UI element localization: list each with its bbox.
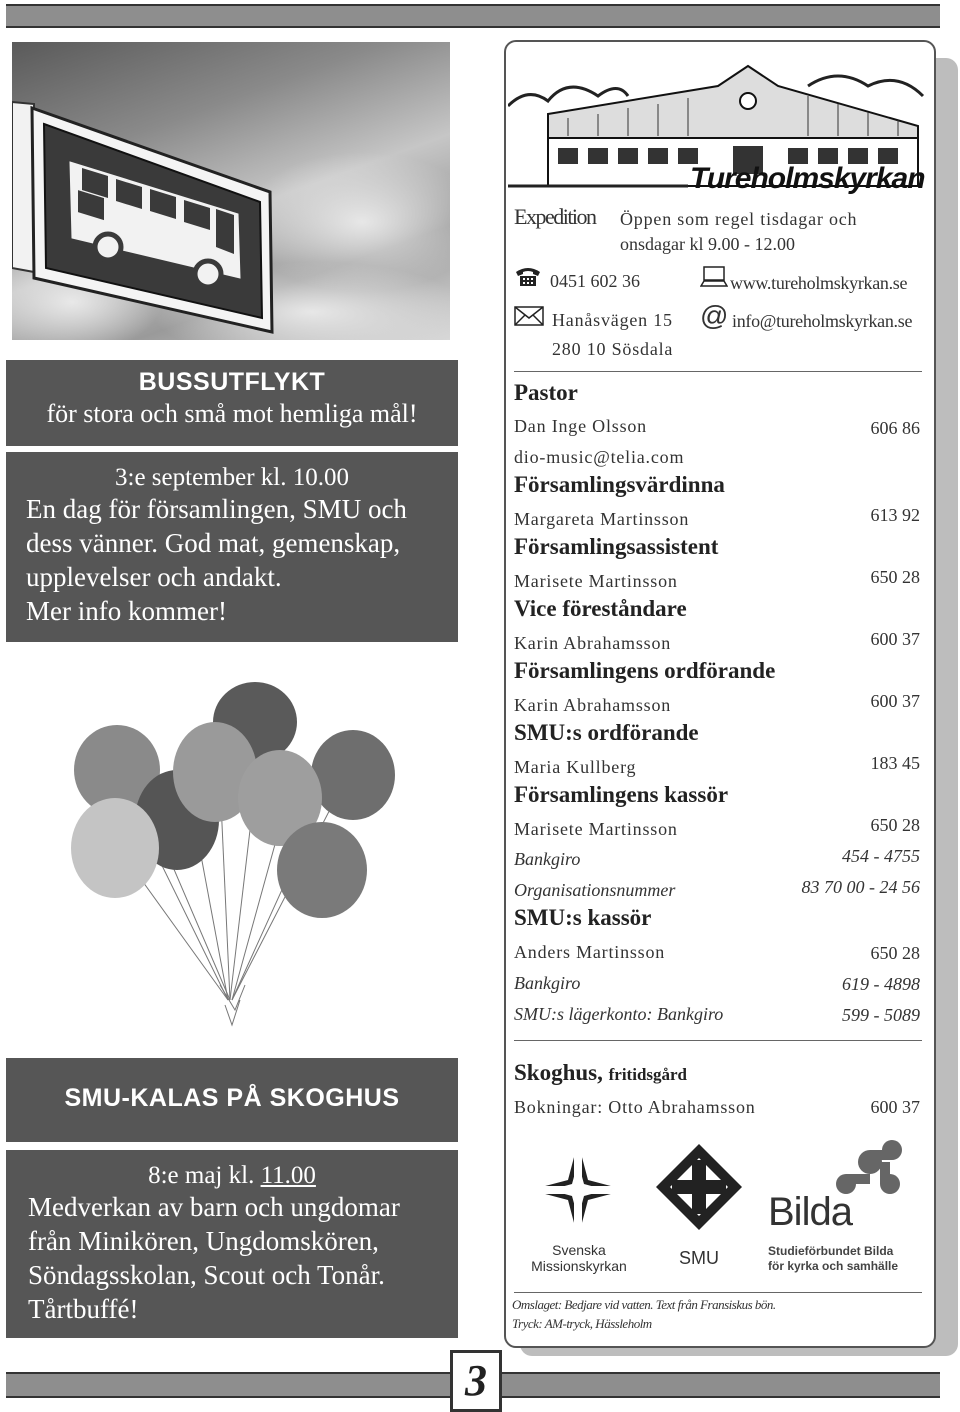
bilda-tagline — [768, 1244, 898, 1274]
bilda-tagline-line: Studieförbundet Bilda — [768, 1244, 894, 1258]
person-phone: 600 37 — [870, 691, 920, 711]
smu-party-header-box — [6, 1058, 458, 1142]
person-phone: 606 86 — [870, 418, 920, 438]
bilda-wordmark: Bilda — [768, 1190, 852, 1234]
at-icon: @ — [700, 300, 729, 331]
bankgiro-label: Bankgiro — [514, 849, 581, 869]
person-phone: 650 28 — [870, 567, 920, 587]
role-title: Församlingens kassör — [514, 782, 729, 807]
cover-credit: Omslaget: Bedjare vid vatten. Text från Fransiskus bön. — [512, 1297, 776, 1312]
smu-party-date — [6, 1150, 458, 1190]
skoghus-title — [514, 1060, 687, 1086]
person-phone: 183 45 — [870, 753, 920, 773]
expedition-label: Expedition — [514, 204, 596, 229]
smu-camp-label: SMU:s lägerkonto: Bankgiro — [514, 1004, 724, 1024]
person-phone: 650 28 — [870, 943, 920, 963]
church-name-logo: Tureholmskyrkan — [690, 162, 925, 195]
smu-party-date-prefix: 8:e maj kl. — [148, 1162, 261, 1189]
bus-trip-line: upplevelser och andakt. — [26, 562, 282, 592]
bus-trip-heading: BUSSUTFLYKT — [138, 368, 326, 396]
smu-label: SMU — [679, 1248, 719, 1268]
expedition-hours: onsdagar kl 9.00 - 12.00 — [620, 234, 795, 254]
svenska-missionskyrkan-logo-icon — [530, 1142, 626, 1238]
skoghus-subtitle: fritidsgård — [608, 1065, 688, 1084]
divider — [514, 1040, 922, 1041]
smu-party-line: Söndagsskolan, Scout och Tonår. — [28, 1260, 385, 1290]
svenska-missionskyrkan-label: Svenska Missionskyrkan — [531, 1242, 627, 1274]
bus-trip-info-box — [6, 452, 458, 642]
smu-party-line: från Minikören, Ungdomskören, — [28, 1226, 379, 1256]
bankgiro-number: 454 - 4755 — [842, 846, 920, 866]
person-name: Anders Martinsson — [514, 942, 666, 962]
smu-logo-icon — [654, 1142, 744, 1242]
org-number: 83 70 00 - 24 56 — [801, 877, 920, 897]
person-phone: 650 28 — [870, 815, 920, 835]
person-phone: 613 92 — [870, 505, 920, 525]
role-title: Vice föreståndare — [514, 596, 687, 621]
postal-address: 280 10 Sösdala — [552, 339, 674, 359]
street-address: Hanåsvägen 15 — [552, 310, 673, 330]
role-title: SMU:s kassör — [514, 905, 652, 930]
envelope-icon — [514, 306, 544, 326]
person-name: Marisete Martinsson — [514, 571, 678, 591]
booking-phone: 600 37 — [870, 1097, 920, 1117]
person-name: Marisete Martinsson — [514, 819, 678, 839]
top-rule-bar — [6, 4, 940, 28]
smu-party-heading: SMU-KALAS PÅ SKOGHUS — [64, 1084, 400, 1112]
bus-trip-line: dess vänner. God mat, gemenskap, — [26, 528, 401, 558]
smu-bankgiro-number: 619 - 4898 — [842, 974, 920, 994]
booking-label: Bokningar: Otto Abrahamsson — [514, 1097, 756, 1117]
bus-trip-date: 3:e september kl. 10.00 — [115, 464, 349, 491]
person-name: Karin Abrahamsson — [514, 695, 672, 715]
person-name: Karin Abrahamsson — [514, 633, 672, 653]
bus-trip-line: En dag för församlingen, SMU och — [26, 494, 407, 524]
smu-bankgiro-label: Bankgiro — [514, 973, 581, 993]
role-title: Församlingsassistent — [514, 534, 719, 559]
phone-number: 0451 602 36 — [550, 271, 640, 291]
bus-sign-photo — [12, 42, 450, 340]
role-title: Församlingsvärdinna — [514, 472, 725, 497]
skoghus-name: Skoghus, — [514, 1060, 603, 1085]
pastor-email[interactable]: dio-music@telia.com — [514, 447, 685, 467]
computer-icon — [700, 266, 728, 288]
smu-party-info-box — [6, 1150, 458, 1338]
divider — [514, 1292, 922, 1293]
expedition-hours: Öppen som regel tisdagar och — [620, 209, 858, 229]
smu-party-line: Medverkan av barn och ungdomar — [28, 1192, 400, 1222]
phone-icon — [514, 266, 542, 288]
bus-trip-subheading: för stora och små mot hemliga mål! — [46, 399, 418, 428]
role-title: Pastor — [514, 380, 578, 405]
email-address[interactable]: info@tureholmskyrkan.se — [732, 311, 913, 331]
page-number: 3 — [450, 1350, 502, 1412]
print-credit: Tryck: AM-tryck, Hässleholm — [512, 1316, 652, 1331]
balloons-illustration — [60, 680, 405, 1030]
person-name: Maria Kullberg — [514, 757, 637, 777]
role-title: SMU:s ordförande — [514, 720, 699, 745]
bus-trip-line: Mer info kommer! — [26, 596, 227, 626]
divider — [514, 371, 922, 372]
person-phone: 600 37 — [870, 629, 920, 649]
website[interactable]: www.tureholmskyrkan.se — [730, 273, 908, 293]
smu-party-line: Tårtbuffé! — [28, 1294, 139, 1324]
bus-trip-header-box — [6, 360, 458, 446]
smu-party-time: 11.00 — [260, 1162, 316, 1189]
person-name: Margareta Martinsson — [514, 509, 690, 529]
bilda-tagline-line: för kyrka och samhälle — [768, 1259, 899, 1273]
person-name: Dan Inge Olsson — [514, 416, 647, 436]
org-number-label: Organisationsnummer — [514, 880, 676, 900]
role-title: Församlingens ordförande — [514, 658, 776, 683]
smu-camp-number: 599 - 5089 — [842, 1005, 920, 1025]
